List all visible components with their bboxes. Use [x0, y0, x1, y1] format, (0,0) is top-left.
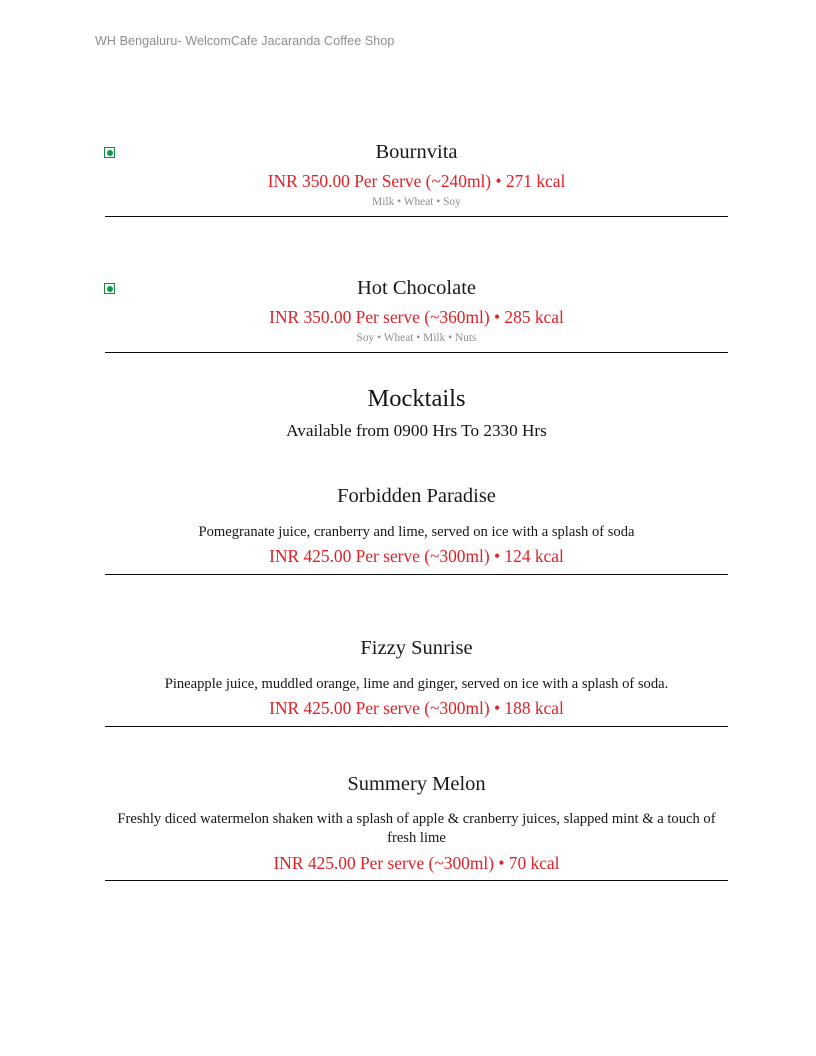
menu-item-name: Fizzy Sunrise: [360, 637, 473, 659]
menu-item-allergens: Soy • Wheat • Milk • Nuts: [356, 332, 477, 345]
menu-item-description: Freshly diced watermelon shaken with a splash of apple & cranberry juices, slapped mint & a touch of fresh lime: [117, 811, 716, 847]
menu-item[interactable]: [105, 629, 728, 726]
menu-item-name: Bournvita: [375, 141, 458, 163]
section-header-mocktails: [105, 383, 728, 442]
menu-content: [105, 133, 728, 881]
section-subtitle: Available from 0900 Hrs To 2330 Hrs: [286, 421, 547, 441]
item-divider: [105, 880, 728, 881]
menu-item-name: Forbidden Paradise: [337, 485, 496, 508]
section-title: Mocktails: [367, 385, 466, 413]
menu-item-price: INR 425.00 Per serve (~300ml) • 188 kcal: [269, 697, 564, 718]
spacer: [105, 217, 728, 269]
veg-indicator-icon: [104, 147, 115, 158]
menu-item[interactable]: [105, 477, 728, 574]
menu-item-body: [105, 477, 728, 568]
menu-item-body: [105, 629, 728, 720]
item-divider: [105, 352, 728, 353]
spacer: [105, 575, 728, 629]
menu-item-allergens: Milk • Wheat • Soy: [372, 196, 461, 209]
menu-item-body: [105, 269, 728, 346]
document-header: WH Bengaluru- WelcomCafe Jacaranda Coffee Shop: [95, 34, 395, 48]
menu-item-price: INR 350.00 Per Serve (~240ml) • 271 kcal: [267, 170, 566, 191]
spacer: [105, 442, 728, 477]
menu-item[interactable]: [105, 765, 728, 881]
menu-item-description: Pineapple juice, muddled orange, lime and ginger, served on ice with a splash of soda.: [164, 675, 669, 692]
menu-item-description: Pomegranate juice, cranberry and lime, served on ice with a splash of soda: [198, 524, 635, 541]
menu-item-name: Summery Melon: [347, 772, 486, 795]
menu-item-price: INR 425.00 Per serve (~300ml) • 70 kcal: [273, 852, 560, 873]
menu-item-price: INR 350.00 Per serve (~360ml) • 285 kcal: [269, 306, 564, 327]
menu-item[interactable]: [105, 269, 728, 352]
menu-item-price: INR 425.00 Per serve (~300ml) • 124 kcal: [269, 546, 564, 567]
menu-item-body: [105, 133, 728, 210]
veg-indicator-icon: [104, 283, 115, 294]
menu-item-name: Hot Chocolate: [357, 277, 476, 300]
spacer: [105, 727, 728, 765]
menu-item[interactable]: [105, 133, 728, 216]
menu-item-body: [105, 765, 728, 875]
